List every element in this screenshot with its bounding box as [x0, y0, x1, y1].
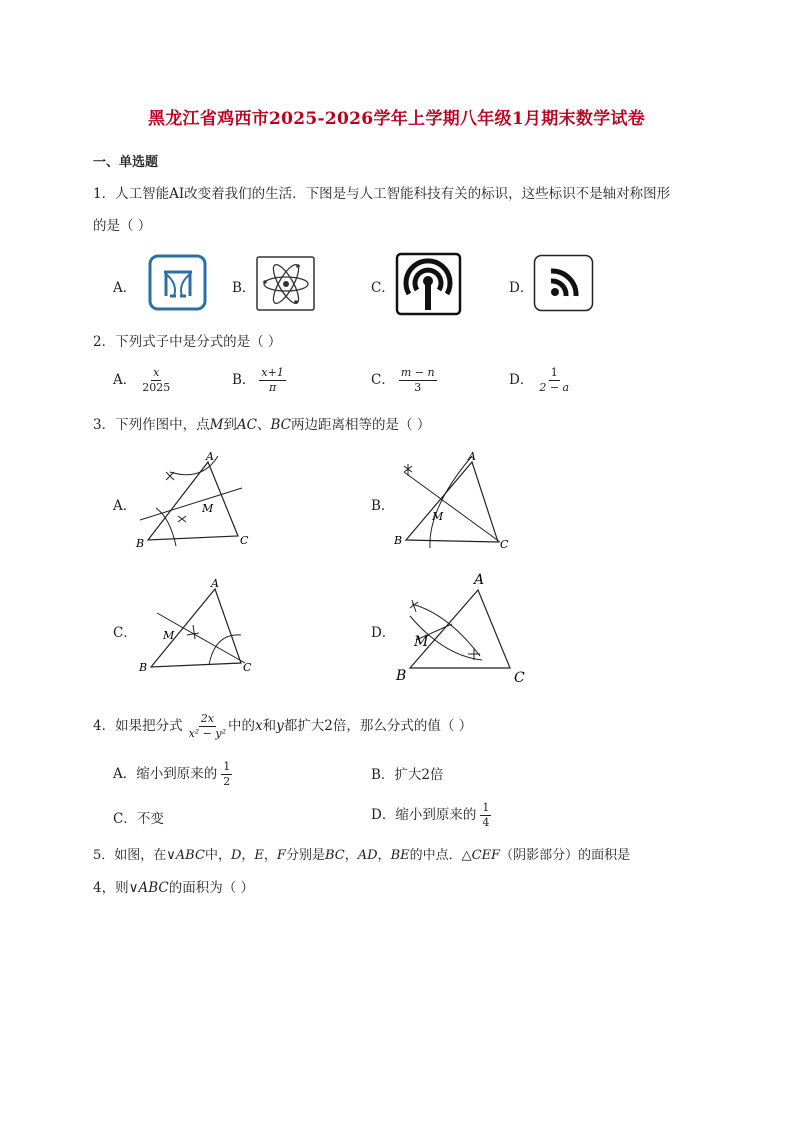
q2-option-a-label: A． [113, 372, 137, 388]
q3-stem-suffix: 两边距离相等的是（ ） [291, 417, 431, 433]
q3d-label-a: A [474, 572, 485, 588]
q3a-label-a: A [206, 450, 214, 463]
q5-comma-1: ， [241, 848, 255, 863]
q1-option-b-label: B． [232, 280, 256, 296]
q3-figure-a [130, 448, 260, 556]
q1-option-d-label: D． [509, 280, 534, 296]
q5-seg-bc: BC [324, 848, 345, 863]
q2-stem: 2．下列式子中是分式的是（ ） [93, 334, 282, 350]
q4-a-numerator: 1 [223, 760, 231, 773]
q5-line2 [93, 878, 254, 898]
curtain-logo-icon [148, 254, 208, 312]
q4-and: 和 [262, 718, 277, 734]
broadcast-icon [395, 252, 463, 316]
q5-point-d: D [230, 848, 242, 863]
q2-option-a [113, 366, 172, 395]
q5-triangle-abc-2: ∨ABC [128, 880, 169, 896]
q2-b-denominator: π [269, 381, 277, 394]
q3-option-b-label: B． [371, 498, 395, 514]
q4-var-x: x [255, 718, 263, 734]
q3d-label-m: M [414, 634, 429, 650]
q3a-label-m: M [202, 502, 214, 515]
q3a-label-c: C [240, 534, 249, 547]
q3-figure-d [392, 568, 542, 688]
q5-text-b: 中， [204, 848, 231, 863]
rss-feed-icon [533, 254, 595, 312]
q3c-label-m: M [163, 629, 175, 642]
q4-option-d [371, 801, 491, 830]
q3c-label-c: C [243, 661, 252, 674]
q3-stem-prefix: 3．下列作图中，点 [93, 417, 210, 433]
q3-figure-b [390, 448, 520, 556]
q4-option-a [113, 760, 232, 789]
q1-line2: 的是（ ） [93, 218, 152, 234]
q4-frac-denominator: x² − y² [188, 727, 227, 740]
atom-icon [256, 256, 316, 312]
q5-text-f: 4，则 [93, 880, 129, 896]
q5-text-a: 5．如图，在 [93, 848, 167, 863]
q3c-label-a: A [211, 577, 219, 590]
q3-point-m: M [209, 417, 224, 433]
q5-triangle-abc: ∨ABC [166, 848, 205, 863]
q3-figure-c [135, 575, 265, 683]
q2-c-numerator: m − n [400, 366, 435, 379]
q2-option-b-label: B． [232, 372, 256, 388]
q4-option-d-text: D．缩小到原来的 [371, 807, 477, 823]
q2-a-denominator: 2025 [142, 381, 171, 394]
q5-text-c: 分别是 [285, 848, 325, 863]
q3d-label-c: C [514, 670, 525, 686]
q2-option-c [371, 366, 437, 395]
q5-text-e: （阴影部分）的面积是 [500, 848, 631, 863]
q3b-label-c: C [500, 538, 509, 551]
section-heading: 一、单选题 [93, 155, 159, 170]
q3b-label-a: A [468, 450, 476, 463]
q4-stem-mid: 中的 [228, 718, 256, 734]
q2-d-numerator: 1 [550, 366, 558, 379]
q3-stem [93, 415, 430, 435]
q3d-label-b: B [396, 668, 407, 684]
q4-d-numerator: 1 [482, 801, 490, 814]
q2-c-denominator: 3 [414, 381, 422, 394]
q4-option-b: B．扩大2倍 [371, 767, 444, 783]
q1-line1: 1．人工智能AI改变着我们的生活．下图是与人工智能科技有关的标识，这些标识不是轴对称图形 [93, 186, 671, 202]
q2-b-numerator: x+1 [261, 366, 284, 379]
q5-line1 [93, 846, 630, 866]
q5-seg-ad: AD [357, 848, 378, 863]
q3b-label-b: B [394, 534, 403, 547]
q5-seg-be: BE [390, 848, 410, 863]
q2-option-d [509, 366, 571, 395]
q4-d-denominator: 4 [482, 816, 490, 829]
q3-side-bc: BC [270, 417, 292, 433]
q3-stem-mid: 到 [223, 417, 237, 433]
q5-text-g: 的面积为（ ） [168, 880, 255, 896]
q3c-label-b: B [139, 661, 148, 674]
q5-comma-4: ， [377, 848, 391, 863]
q5-comma-2: ， [263, 848, 277, 863]
page-title: 黑龙江省鸡西市2025-2026学年上学期八年级1月期末数学试卷 [147, 109, 646, 129]
q2-d-denominator: 2 − a [539, 381, 570, 394]
q3b-label-m: M [432, 510, 444, 523]
q1-option-c-label: C． [371, 280, 395, 296]
q4-option-a-text: A．缩小到原来的 [113, 766, 218, 782]
q5-point-f: F [276, 848, 286, 863]
q5-point-e: E [254, 848, 264, 863]
q3-option-d-label: D． [371, 625, 396, 641]
q2-option-c-label: C． [371, 372, 395, 388]
q3-side-ac: AC [236, 417, 258, 433]
q1-option-a-label: A． [113, 280, 137, 296]
q2-a-numerator: x [153, 366, 160, 379]
q4-a-denominator: 2 [223, 775, 231, 788]
q5-triangle-cef: △CEF [461, 848, 501, 863]
q3a-label-b: B [136, 537, 145, 550]
q2-option-d-label: D． [509, 372, 534, 388]
q5-text-d: 的中点． [409, 848, 462, 863]
q4-frac-numerator: 2x [200, 712, 214, 725]
q4-stem-suffix: 都扩大2倍，那么分式的值（ ） [283, 718, 473, 734]
q3-option-c-label: C． [113, 625, 137, 641]
q3-option-a-label: A． [113, 498, 137, 514]
q4-option-c: C．不变 [113, 811, 164, 827]
q4-stem [93, 712, 472, 741]
q3-sep: 、 [257, 417, 271, 433]
q4-stem-prefix: 4．如果把分式 [93, 718, 183, 734]
q4-var-y: y [276, 718, 284, 734]
q2-option-b [232, 366, 286, 395]
q5-comma-3: ， [344, 848, 358, 863]
